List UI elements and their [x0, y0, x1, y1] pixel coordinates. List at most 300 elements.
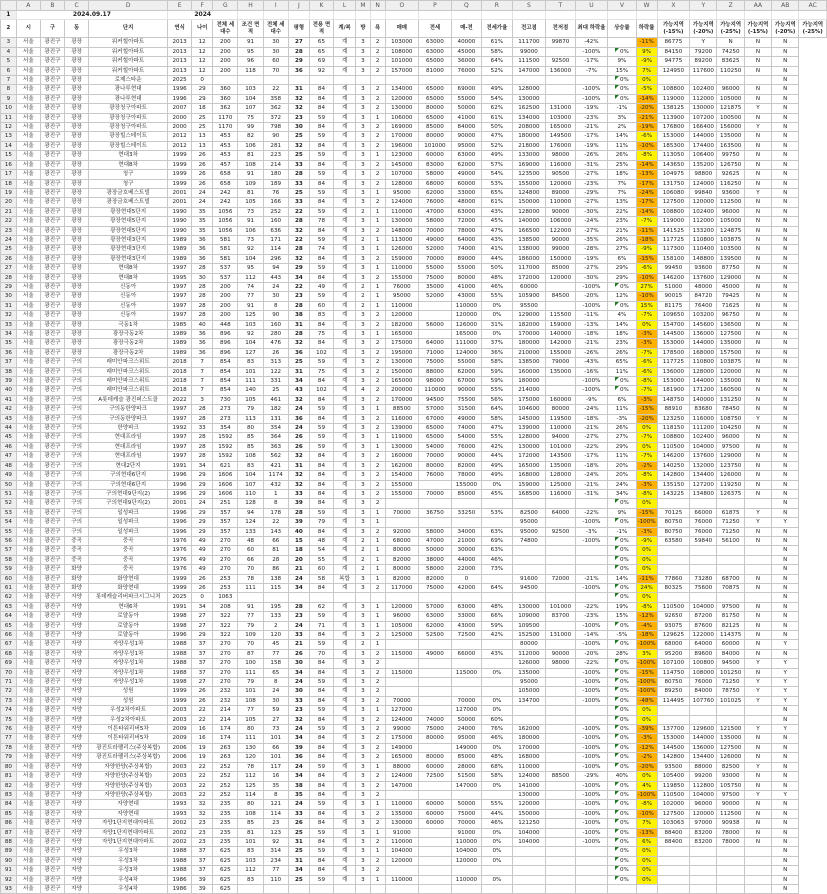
empty-cell[interactable] — [370, 11, 385, 20]
data-cell[interactable]: 29 — [192, 480, 213, 489]
data-cell[interactable]: 2 — [370, 320, 385, 329]
data-cell[interactable]: 서울 — [16, 38, 40, 47]
data-cell[interactable]: 계 — [334, 612, 356, 621]
data-cell[interactable]: -100% — [575, 696, 608, 705]
data-cell[interactable]: 광장 — [65, 339, 89, 348]
data-cell[interactable]: 0% — [608, 715, 636, 724]
data-cell[interactable] — [309, 884, 333, 893]
data-cell[interactable]: 2002 — [168, 837, 192, 846]
data-cell[interactable]: 계 — [334, 790, 356, 799]
data-cell[interactable]: 서울 — [16, 424, 40, 433]
data-cell[interactable]: 광나루현대 — [89, 94, 168, 103]
data-cell[interactable]: 광진구 — [40, 160, 64, 169]
data-cell[interactable]: -11% — [636, 38, 657, 47]
data-cell[interactable] — [657, 866, 690, 875]
data-cell[interactable]: 34 — [192, 461, 213, 470]
data-cell[interactable]: -1% — [608, 104, 636, 113]
data-cell[interactable]: 113 — [238, 414, 263, 423]
data-cell[interactable]: 서울 — [16, 649, 40, 658]
data-cell[interactable]: 3 — [356, 583, 371, 592]
data-cell[interactable]: 104000 — [512, 837, 546, 846]
data-cell[interactable]: 0% — [636, 442, 657, 451]
data-cell[interactable] — [546, 640, 575, 649]
data-cell[interactable]: 87750 — [717, 264, 744, 273]
data-cell[interactable]: 0% — [608, 301, 636, 310]
data-cell[interactable] — [546, 847, 575, 856]
data-cell[interactable]: Y — [744, 518, 771, 527]
data-cell[interactable]: 3 — [356, 38, 371, 47]
data-cell[interactable]: 0% — [608, 809, 636, 818]
data-cell[interactable]: 75000 — [451, 809, 481, 818]
data-cell[interactable]: 서울 — [16, 57, 40, 66]
data-cell[interactable] — [451, 659, 481, 668]
data-cell[interactable]: 133200 — [690, 226, 717, 235]
data-cell[interactable]: N — [744, 809, 771, 818]
data-cell[interactable]: 광진구 — [40, 452, 64, 461]
data-cell[interactable]: 광진구 — [40, 555, 64, 564]
data-cell[interactable]: 625 — [213, 875, 238, 884]
data-cell[interactable]: 11% — [608, 452, 636, 461]
data-cell[interactable]: N — [772, 113, 799, 122]
data-cell[interactable]: 0% — [636, 866, 657, 875]
data-cell[interactable]: 광진구 — [40, 480, 64, 489]
data-cell[interactable]: 47000 — [419, 536, 452, 545]
data-cell[interactable]: 3 — [356, 141, 371, 150]
data-cell[interactable]: 88910 — [657, 405, 690, 414]
data-cell[interactable] — [744, 715, 771, 724]
data-cell[interactable]: 2013 — [168, 66, 192, 75]
data-cell[interactable]: 84 — [309, 480, 333, 489]
data-cell[interactable]: 광장금호베스트빌 — [89, 198, 168, 207]
data-cell[interactable]: 계 — [334, 348, 356, 357]
data-cell[interactable]: 432 — [263, 480, 288, 489]
data-cell[interactable]: 96000 — [717, 207, 744, 216]
data-cell[interactable]: 64% — [482, 405, 512, 414]
data-cell[interactable]: 63% — [482, 546, 512, 555]
data-cell[interactable]: 1 — [370, 621, 385, 630]
data-cell[interactable]: 108000 — [385, 47, 419, 56]
data-cell[interactable]: 18% — [608, 330, 636, 339]
data-cell[interactable]: 138500 — [512, 358, 546, 367]
data-cell[interactable]: 121 — [263, 800, 288, 809]
data-cell[interactable]: 2018 — [168, 367, 192, 376]
data-cell[interactable]: 11% — [608, 141, 636, 150]
data-cell[interactable]: 서울 — [16, 602, 40, 611]
data-cell[interactable]: 111 — [238, 377, 263, 386]
data-cell[interactable]: N — [772, 706, 799, 715]
data-cell[interactable]: 로제스타운 — [89, 76, 168, 85]
data-cell[interactable]: 서울 — [16, 790, 40, 799]
data-cell[interactable]: 144000 — [690, 734, 717, 743]
data-cell[interactable]: N — [772, 160, 799, 169]
data-cell[interactable]: 광장 — [65, 85, 89, 94]
data-cell[interactable] — [546, 85, 575, 94]
data-cell[interactable]: 94500 — [512, 583, 546, 592]
data-cell[interactable]: 계 — [334, 104, 356, 113]
data-cell[interactable]: 112800 — [690, 781, 717, 790]
data-cell[interactable]: 26% — [608, 235, 636, 244]
data-cell[interactable]: 7% — [636, 66, 657, 75]
data-cell[interactable]: N — [772, 753, 799, 762]
data-cell[interactable]: 53% — [482, 179, 512, 188]
data-cell[interactable]: 80000 — [419, 753, 452, 762]
data-cell[interactable]: 계 — [334, 386, 356, 395]
data-cell[interactable]: 84 — [309, 414, 333, 423]
data-cell[interactable]: 200 — [213, 57, 238, 66]
data-cell[interactable] — [334, 593, 356, 602]
data-cell[interactable]: 165000 — [385, 753, 419, 762]
data-cell[interactable]: -17% — [575, 57, 608, 66]
data-cell[interactable]: 서울 — [16, 94, 40, 103]
data-cell[interactable]: 72500 — [419, 772, 452, 781]
data-cell[interactable]: 84 — [309, 631, 333, 640]
data-cell[interactable]: 37 — [192, 866, 213, 875]
data-cell[interactable]: 70000 — [419, 489, 452, 498]
data-cell[interactable] — [288, 76, 309, 85]
data-cell[interactable]: 광진구 — [40, 508, 64, 517]
data-cell[interactable]: 84 — [309, 489, 333, 498]
data-cell[interactable] — [546, 583, 575, 592]
data-cell[interactable]: N — [772, 94, 799, 103]
data-cell[interactable] — [546, 809, 575, 818]
data-cell[interactable]: 136000 — [657, 367, 690, 376]
data-cell[interactable]: 443 — [263, 273, 288, 282]
data-cell[interactable]: 0% — [608, 546, 636, 555]
data-cell[interactable]: 35 — [263, 781, 288, 790]
data-cell[interactable]: N — [744, 395, 771, 404]
data-cell[interactable]: 70 — [263, 66, 288, 75]
data-cell[interactable]: 124000 — [690, 179, 717, 188]
data-cell[interactable]: 3 — [356, 170, 371, 179]
data-cell[interactable]: 3 — [356, 123, 371, 132]
data-cell[interactable]: 일성파크 — [89, 518, 168, 527]
data-cell[interactable]: 7 — [192, 367, 213, 376]
data-cell[interactable]: 70000 — [451, 819, 481, 828]
data-cell[interactable]: 광진구 — [40, 123, 64, 132]
data-cell[interactable]: 계 — [334, 602, 356, 611]
data-cell[interactable]: 자양한양(주상복합) — [89, 781, 168, 790]
data-cell[interactable]: 2022 — [168, 395, 192, 404]
data-cell[interactable]: 107000 — [385, 170, 419, 179]
data-cell[interactable]: Y — [744, 123, 771, 132]
data-cell[interactable]: 3 — [356, 800, 371, 809]
data-cell[interactable]: 광장 — [65, 151, 89, 160]
data-cell[interactable]: 계 — [334, 160, 356, 169]
data-cell[interactable]: 2 — [370, 414, 385, 423]
data-cell[interactable]: 서울 — [16, 66, 40, 75]
data-cell[interactable]: 3 — [356, 480, 371, 489]
data-cell[interactable]: N — [772, 47, 799, 56]
data-cell[interactable]: 우성2차아파트 — [89, 706, 168, 715]
data-cell[interactable] — [385, 678, 419, 687]
data-cell[interactable]: 계 — [334, 377, 356, 386]
data-cell[interactable]: 2 — [370, 132, 385, 141]
data-cell[interactable]: 52000 — [419, 292, 452, 301]
data-cell[interactable]: 105 — [238, 198, 263, 207]
data-cell[interactable]: 15% — [636, 301, 657, 310]
data-cell[interactable]: 0% — [482, 837, 512, 846]
data-cell[interactable]: 54000 — [451, 433, 481, 442]
data-cell[interactable] — [575, 593, 608, 602]
data-cell[interactable]: 92 — [238, 245, 263, 254]
column-header[interactable]: AB — [772, 1, 799, 11]
data-cell[interactable] — [575, 555, 608, 564]
header-cell[interactable]: 시 — [16, 20, 40, 38]
data-cell[interactable]: 101000 — [546, 442, 575, 451]
data-cell[interactable]: 80000 — [419, 104, 452, 113]
row-number[interactable]: 39 — [1, 377, 17, 386]
data-cell[interactable]: 130000 — [512, 790, 546, 799]
data-cell[interactable]: 광진구 — [40, 38, 64, 47]
row-number[interactable]: 19 — [1, 188, 17, 197]
data-cell[interactable]: -27% — [575, 226, 608, 235]
data-cell[interactable]: 126750 — [717, 160, 744, 169]
data-cell[interactable]: -21% — [575, 574, 608, 583]
header-cell[interactable]: 가능지역 (-15%) — [657, 20, 690, 38]
data-cell[interactable]: 150000 — [512, 198, 546, 207]
data-cell[interactable]: 96750 — [717, 311, 744, 320]
data-cell[interactable]: 77 — [263, 649, 288, 658]
data-cell[interactable]: 27% — [608, 245, 636, 254]
data-cell[interactable] — [482, 593, 512, 602]
data-cell[interactable]: 84 — [309, 320, 333, 329]
data-cell[interactable]: 105400 — [657, 772, 690, 781]
data-cell[interactable] — [717, 884, 744, 893]
data-cell[interactable]: 이튼타워리버5차 — [89, 725, 168, 734]
data-cell[interactable]: 서울 — [16, 85, 40, 94]
data-cell[interactable] — [657, 546, 690, 555]
data-cell[interactable] — [546, 706, 575, 715]
data-cell[interactable]: 82125 — [717, 621, 744, 630]
data-cell[interactable]: N — [772, 527, 799, 536]
data-cell[interactable]: 2 — [356, 640, 371, 649]
data-cell[interactable]: 134800 — [690, 489, 717, 498]
data-cell[interactable] — [575, 866, 608, 875]
data-cell[interactable]: 159000 — [546, 320, 575, 329]
data-cell[interactable]: -17% — [636, 179, 657, 188]
data-cell[interactable]: 39 — [192, 875, 213, 884]
data-cell[interactable]: Y — [772, 659, 799, 668]
data-cell[interactable]: 121500 — [717, 725, 744, 734]
data-cell[interactable] — [419, 687, 452, 696]
data-cell[interactable]: 0% — [636, 847, 657, 856]
data-cell[interactable]: 27 — [192, 621, 213, 630]
row-number[interactable]: 32 — [1, 311, 17, 320]
data-cell[interactable]: 1990 — [168, 226, 192, 235]
empty-cell[interactable] — [690, 11, 717, 20]
data-cell[interactable]: 1056 — [213, 226, 238, 235]
data-cell[interactable]: 75000 — [419, 358, 452, 367]
data-cell[interactable]: 계 — [334, 866, 356, 875]
row-number[interactable]: 48 — [1, 461, 17, 470]
data-cell[interactable]: 서울 — [16, 151, 40, 160]
data-cell[interactable] — [419, 311, 452, 320]
data-cell[interactable]: 구의동한양파크 — [89, 405, 168, 414]
data-cell[interactable]: 자양 — [65, 743, 89, 752]
data-cell[interactable]: 59 — [309, 433, 333, 442]
data-cell[interactable]: 130000 — [385, 104, 419, 113]
data-cell[interactable] — [419, 76, 452, 85]
data-cell[interactable]: 110000 — [451, 837, 481, 846]
data-cell[interactable]: -17% — [636, 198, 657, 207]
data-cell[interactable]: -100% — [575, 94, 608, 103]
data-cell[interactable]: 84 — [309, 461, 333, 470]
data-cell[interactable] — [546, 386, 575, 395]
data-cell[interactable]: 서울 — [16, 527, 40, 536]
data-cell[interactable]: 신동아 — [89, 311, 168, 320]
data-cell[interactable]: -3% — [636, 395, 657, 404]
data-cell[interactable] — [690, 875, 717, 884]
data-cell[interactable]: 계 — [334, 659, 356, 668]
data-cell[interactable]: 124000 — [512, 772, 546, 781]
data-cell[interactable]: 계 — [334, 339, 356, 348]
data-cell[interactable]: 계 — [334, 395, 356, 404]
column-header[interactable]: A — [16, 1, 40, 11]
data-cell[interactable]: 165000 — [385, 377, 419, 386]
data-cell[interactable]: 27% — [608, 433, 636, 442]
data-cell[interactable]: 서울 — [16, 170, 40, 179]
data-cell[interactable]: 3 — [356, 442, 371, 451]
data-cell[interactable] — [717, 706, 744, 715]
data-cell[interactable]: 171200 — [690, 386, 717, 395]
data-cell[interactable] — [744, 76, 771, 85]
data-cell[interactable]: 1998 — [168, 612, 192, 621]
data-cell[interactable]: 77860 — [657, 574, 690, 583]
data-cell[interactable]: 195000 — [385, 348, 419, 357]
data-cell[interactable]: 현대8차 — [89, 273, 168, 282]
data-cell[interactable]: 서울 — [16, 282, 40, 291]
column-header[interactable]: B — [40, 1, 64, 11]
data-cell[interactable]: 854 — [213, 367, 238, 376]
data-cell[interactable]: 래미안파크스위트 — [89, 386, 168, 395]
data-cell[interactable]: 124000 — [385, 772, 419, 781]
data-cell[interactable]: 52% — [482, 141, 512, 150]
data-cell[interactable]: 26 — [263, 348, 288, 357]
data-cell[interactable]: Y — [772, 668, 799, 677]
data-cell[interactable]: 85 — [238, 819, 263, 828]
data-cell[interactable]: 49 — [192, 565, 213, 574]
data-cell[interactable]: N — [772, 311, 799, 320]
data-cell[interactable]: 2 — [370, 311, 385, 320]
data-cell[interactable]: 광장 — [65, 217, 89, 226]
data-cell[interactable]: 구의 — [65, 508, 89, 517]
data-cell[interactable]: 105000 — [512, 687, 546, 696]
data-cell[interactable]: 0% — [608, 875, 636, 884]
data-cell[interactable]: N — [772, 38, 799, 47]
data-cell[interactable]: 138125 — [657, 104, 690, 113]
data-cell[interactable]: 64000 — [451, 235, 481, 244]
data-cell[interactable]: 120000 — [690, 809, 717, 818]
data-cell[interactable]: 1 — [370, 188, 385, 197]
data-cell[interactable]: 43000 — [451, 621, 481, 630]
data-cell[interactable]: N — [772, 395, 799, 404]
data-cell[interactable]: N — [772, 198, 799, 207]
data-cell[interactable]: 2 — [370, 499, 385, 508]
data-cell[interactable] — [744, 856, 771, 865]
data-cell[interactable]: 1997 — [168, 292, 192, 301]
row-number[interactable]: 12 — [1, 123, 17, 132]
data-cell[interactable]: 광진구 — [40, 781, 64, 790]
data-cell[interactable]: 3 — [356, 772, 371, 781]
data-cell[interactable]: 3 — [356, 320, 371, 329]
data-cell[interactable]: 2 — [370, 424, 385, 433]
data-cell[interactable]: -15% — [636, 405, 657, 414]
data-cell[interactable]: 광장극동2차 — [89, 339, 168, 348]
data-cell[interactable]: 625 — [213, 856, 238, 865]
data-cell[interactable]: 3 — [356, 875, 371, 884]
data-cell[interactable]: 84 — [309, 160, 333, 169]
data-cell[interactable]: 1990 — [168, 217, 192, 226]
data-cell[interactable]: 90000 — [546, 649, 575, 658]
data-cell[interactable]: 131000 — [546, 631, 575, 640]
data-cell[interactable]: 29 — [192, 94, 213, 103]
data-cell[interactable]: N — [744, 536, 771, 545]
data-cell[interactable]: 1 — [370, 546, 385, 555]
data-cell[interactable]: 2 — [370, 348, 385, 357]
data-cell[interactable]: 32 — [288, 141, 309, 150]
data-cell[interactable]: 28 — [288, 47, 309, 56]
data-cell[interactable]: 354 — [263, 424, 288, 433]
data-cell[interactable] — [546, 47, 575, 56]
data-cell[interactable]: 137600 — [690, 452, 717, 461]
data-cell[interactable]: 광진구 — [40, 753, 64, 762]
data-cell[interactable]: 계 — [334, 631, 356, 640]
data-cell[interactable]: 59 — [309, 875, 333, 884]
data-cell[interactable]: N — [744, 800, 771, 809]
data-cell[interactable]: N — [744, 330, 771, 339]
data-cell[interactable]: 3 — [356, 790, 371, 799]
data-cell[interactable]: 1996 — [168, 94, 192, 103]
data-cell[interactable]: 서울 — [16, 809, 40, 818]
column-header[interactable]: Y — [690, 1, 717, 11]
header-cell[interactable]: 평형 — [288, 20, 309, 38]
data-cell[interactable]: 13 — [192, 132, 213, 141]
data-cell[interactable]: 67000 — [419, 414, 452, 423]
data-cell[interactable]: 69% — [482, 536, 512, 545]
data-cell[interactable]: -6% — [636, 132, 657, 141]
data-cell[interactable] — [546, 301, 575, 310]
data-cell[interactable]: 32 — [288, 254, 309, 263]
data-cell[interactable]: N — [772, 377, 799, 386]
data-cell[interactable]: 광진구 — [40, 85, 64, 94]
data-cell[interactable]: 108 — [238, 160, 263, 169]
data-cell[interactable]: 2002 — [168, 828, 192, 837]
data-cell[interactable] — [690, 565, 717, 574]
data-cell[interactable]: 84 — [309, 198, 333, 207]
data-cell[interactable]: 91 — [238, 301, 263, 310]
data-cell[interactable]: 13 — [192, 141, 213, 150]
data-cell[interactable]: 131250 — [717, 395, 744, 404]
column-header[interactable]: Z — [717, 1, 744, 11]
data-cell[interactable]: 168000 — [512, 471, 546, 480]
row-number[interactable]: 49 — [1, 471, 17, 480]
data-cell[interactable]: 84 — [309, 226, 333, 235]
data-cell[interactable]: 3 — [356, 471, 371, 480]
data-cell[interactable]: -21% — [575, 123, 608, 132]
data-cell[interactable]: 서울 — [16, 188, 40, 197]
data-cell[interactable]: 로얄동아 — [89, 631, 168, 640]
data-cell[interactable]: 계 — [334, 583, 356, 592]
data-cell[interactable]: 65 — [309, 38, 333, 47]
data-cell[interactable]: 광진구 — [40, 358, 64, 367]
column-header[interactable]: J — [288, 1, 309, 11]
row-number[interactable]: 77 — [1, 734, 17, 743]
data-cell[interactable]: 0% — [608, 499, 636, 508]
data-cell[interactable]: 1606 — [213, 480, 238, 489]
data-cell[interactable]: 270 — [213, 668, 238, 677]
data-cell[interactable]: 90000 — [451, 132, 481, 141]
data-cell[interactable]: 235 — [213, 837, 238, 846]
